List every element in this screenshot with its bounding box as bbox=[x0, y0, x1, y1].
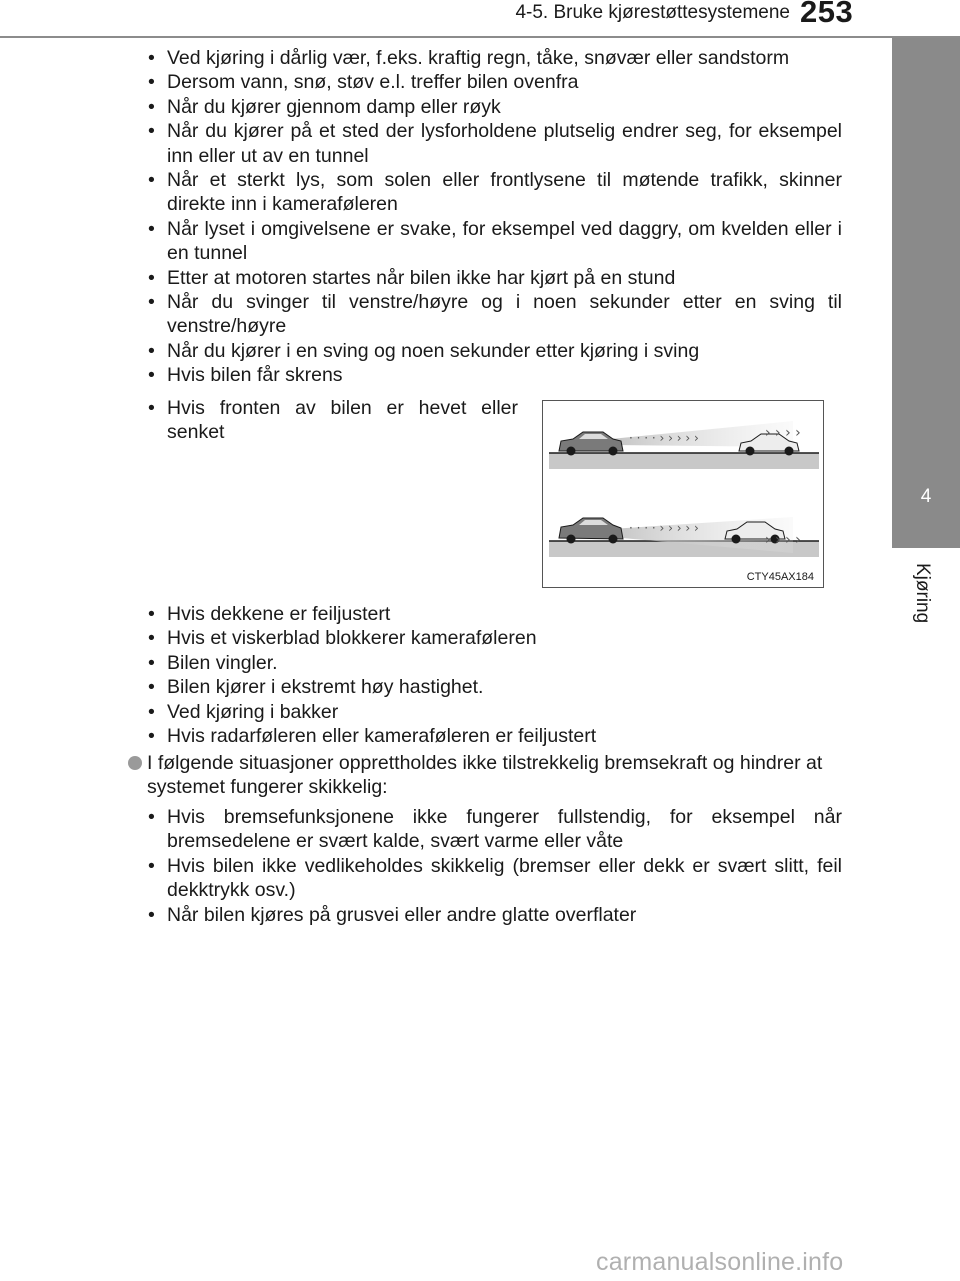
illustration-drawing bbox=[543, 401, 822, 586]
road-top bbox=[549, 453, 819, 469]
section-title: 4-5. Bruke kjørestøttesystemene bbox=[515, 2, 790, 23]
watermark: carmanualsonline.info bbox=[596, 1248, 844, 1276]
chapter-title: Kjøring bbox=[912, 563, 933, 624]
bullet-icon: • bbox=[148, 339, 155, 362]
illustration-code: CTY45AX184 bbox=[746, 571, 814, 583]
list-item: • Når lyset i omgivelsene er svake, for eksempel ved daggry, om kvelden eller i en tunnel bbox=[148, 217, 842, 265]
bullet-icon: • bbox=[148, 397, 155, 419]
list-item: • Hvis bilen får skrens bbox=[148, 364, 343, 387]
list-item: • Ved kjøring i dårlig vær, f.eks. kraftig regn, tåke, snøvær eller sandstorm bbox=[148, 47, 790, 69]
bullet-icon: • bbox=[148, 120, 155, 143]
page-number: 253 bbox=[800, 0, 854, 29]
list-item: • Hvis bremsefunksjonene ikke fungerer fullstendig, for eksempel når bremsedelene er svært kalde, svært varme eller våte bbox=[148, 806, 842, 853]
list-item: • Hvis dekkene er feiljustert bbox=[148, 603, 391, 625]
bullet-list-misc bbox=[148, 602, 842, 748]
list-item: • Når du svinger til venstre/høyre og i noen sekunder etter en sving til venstre/høyre bbox=[148, 291, 842, 338]
bullet-icon: • bbox=[148, 725, 155, 748]
list-item: • Bilen vingler. bbox=[148, 651, 278, 674]
radar-wave-top-end: › › › › bbox=[765, 425, 801, 441]
bullet-icon: • bbox=[148, 266, 155, 289]
list-item: • Når et sterkt lys, som solen eller frontlysene til møtende trafikk, skinner direkte inn i kameraføleren bbox=[148, 169, 842, 216]
bullet-icon: • bbox=[148, 854, 155, 877]
list-item: • Når du kjører gjennom damp eller røyk bbox=[148, 95, 501, 118]
radar-wave-top: · · · · › › › › › bbox=[629, 431, 699, 445]
bullet-icon: • bbox=[148, 603, 155, 625]
section-note: I følgende situasjoner opprettholdes ikke tilstrekkelig bremsekraft og hindrer at systemet fungerer skikkelig: bbox=[128, 751, 850, 800]
bullet-icon: • bbox=[148, 291, 155, 314]
bullet-icon: • bbox=[148, 217, 155, 240]
bullet-icon: • bbox=[148, 364, 155, 387]
list-item: • Bilen kjører i ekstremt høy hastighet. bbox=[148, 676, 484, 699]
list-item: • Når bilen kjøres på grusvei eller andre glatte overflater bbox=[148, 903, 637, 926]
radar-wave-bottom-end: › › › › bbox=[765, 532, 801, 548]
list-item: • Etter at motoren startes når bilen ikke har kjørt på en stund bbox=[148, 266, 676, 289]
bullet-icon: • bbox=[148, 700, 155, 723]
bullet-list-front-raised bbox=[148, 396, 518, 445]
header-rule bbox=[0, 36, 960, 38]
chapter-number: 4 bbox=[920, 486, 932, 507]
bullet-icon: • bbox=[148, 627, 155, 650]
list-item: • Hvis radarføleren eller kameraføleren er feiljustert bbox=[148, 725, 597, 748]
bullet-icon: • bbox=[148, 47, 155, 69]
bullet-icon: • bbox=[148, 676, 155, 699]
bullet-icon: • bbox=[148, 903, 155, 926]
list-item: • Hvis bilen ikke vedlikeholdes skikkelig (bremser eller dekk er svært slitt, feil dekktrykk osv.) bbox=[148, 854, 842, 902]
bullet-list-brakes bbox=[148, 805, 842, 927]
radar-wave-bottom: · · · · › › › › › bbox=[629, 521, 699, 535]
list-item: • Når du kjører i en sving og noen sekunder etter kjøring i sving bbox=[148, 339, 700, 362]
list-item: • Hvis et viskerblad blokkerer kameraføleren bbox=[148, 627, 537, 650]
car-top-rear bbox=[559, 432, 623, 456]
list-item: • Når du kjører på et sted der lysforholdene plutselig endrer seg, for eksempel inn eller ut av en tunnel bbox=[148, 120, 842, 167]
section-bullet-icon bbox=[128, 756, 142, 770]
list-item: • Ved kjøring i bakker bbox=[148, 700, 339, 723]
illustration-radar-beam bbox=[542, 400, 824, 588]
car-bottom-rear bbox=[559, 518, 623, 544]
list-item: • Hvis fronten av bilen er hevet eller senket bbox=[148, 397, 518, 444]
chapter-tab bbox=[892, 38, 960, 548]
bullet-icon: • bbox=[148, 651, 155, 674]
bullet-list-conditions bbox=[148, 46, 842, 388]
bullet-icon: • bbox=[148, 806, 155, 828]
bullet-icon: • bbox=[148, 169, 155, 192]
bullet-icon: • bbox=[148, 71, 155, 94]
bullet-icon: • bbox=[148, 95, 155, 118]
list-item: • Dersom vann, snø, støv e.l. treffer bilen ovenfra bbox=[148, 71, 579, 94]
